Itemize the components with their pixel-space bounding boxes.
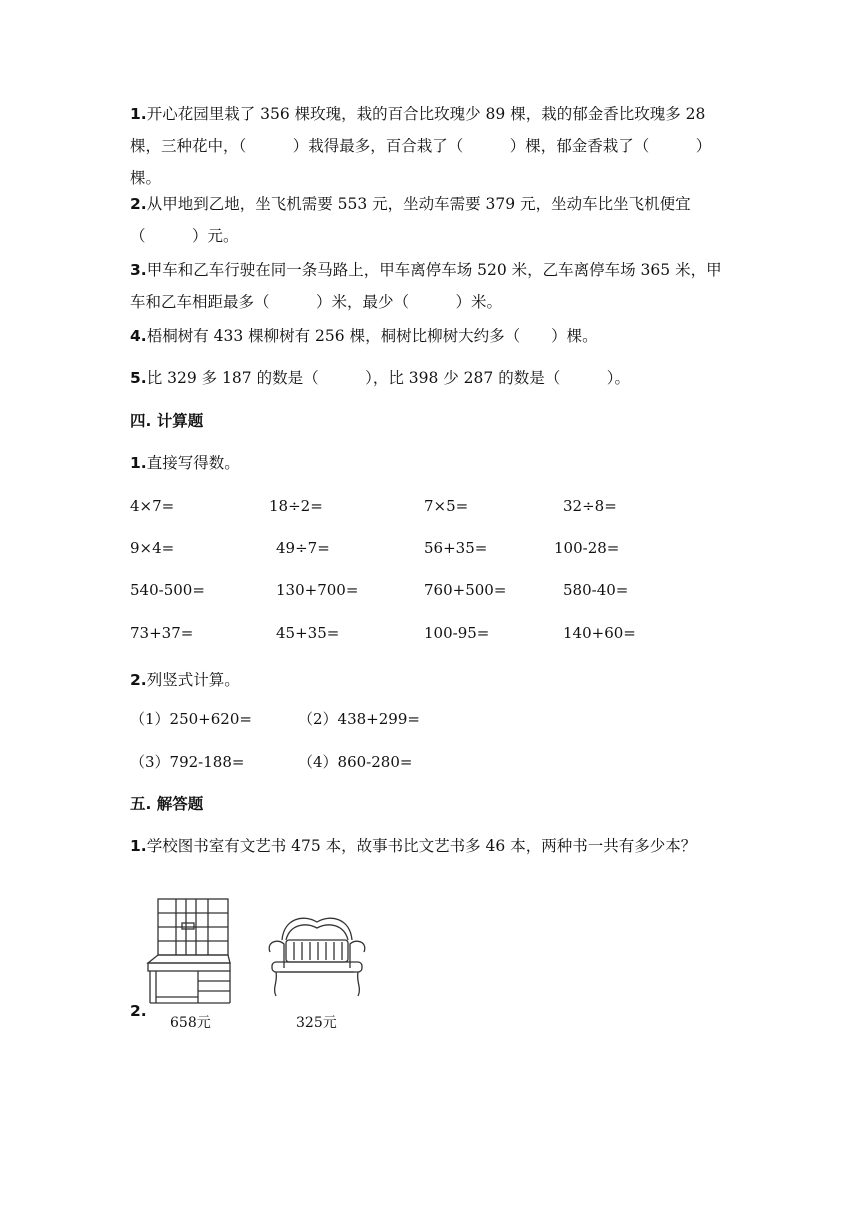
fill-question-2: 2.从甲地到乙地，坐飞机需要 553 元，坐动车需要 379 元，坐动车比坐飞机便宜（ ）元。 xyxy=(130,195,691,245)
oral-item: 73+37= xyxy=(130,624,194,642)
oral-item: 56+35= xyxy=(424,539,488,557)
bookcase-desk-icon xyxy=(146,897,232,1007)
vertical-item: （4）860-280= xyxy=(298,753,413,771)
oral-item: 760+500= xyxy=(424,581,507,599)
section-4-title: 四. 计算题 xyxy=(130,412,204,430)
vertical-item: （2）438+299= xyxy=(298,710,420,728)
fill-question-5: 5.比 329 多 187 的数是（ ），比 398 少 287 的数是（ ）。 xyxy=(130,369,630,387)
word-problem-2-number: 2. xyxy=(130,1002,147,1020)
vertical-item: （1）250+620= xyxy=(130,710,252,728)
word-problem-1: 1.学校图书室有文艺书 475 本，故事书比文艺书多 46 本，两种书一共有多少本？ xyxy=(130,837,697,855)
oral-item: 540-500= xyxy=(130,581,205,599)
oral-item: 18÷2= xyxy=(269,497,323,515)
fill-question-1: 1.开心花园里栽了 356 棵玫瑰，栽的百合比玫瑰少 89 棵，栽的郁金香比玫瑰多 28 棵，三种花中，（ ）栽得最多，百合栽了（ ）棵，郁金香栽了（ ）棵。 xyxy=(130,105,712,187)
oral-item: 7×5= xyxy=(424,497,469,515)
calc-question-1: 1.直接写得数。 xyxy=(130,454,240,472)
oral-item: 100-28= xyxy=(554,539,620,557)
price-label: 325元 xyxy=(296,1015,337,1031)
oral-item: 45+35= xyxy=(276,624,340,642)
oral-item: 32÷8= xyxy=(563,497,617,515)
oral-item: 9×4= xyxy=(130,539,175,557)
oral-item: 130+700= xyxy=(276,581,359,599)
section-5-title: 五. 解答题 xyxy=(130,795,204,813)
oral-item: 100-95= xyxy=(424,624,490,642)
oral-item: 140+60= xyxy=(563,624,636,642)
oral-item: 49÷7= xyxy=(276,539,330,557)
price-label: 658元 xyxy=(170,1015,211,1031)
sofa-icon xyxy=(264,910,370,1002)
calc-question-2: 2.列竖式计算。 xyxy=(130,671,240,689)
vertical-item: （3）792-188= xyxy=(130,753,245,771)
fill-question-4: 4.梧桐树有 433 棵柳树有 256 棵，桐树比柳树大约多（ ）棵。 xyxy=(130,327,598,345)
fill-question-3: 3.甲车和乙车行驶在同一条马路上，甲车离停车场 520 米，乙车离停车场 365 米，甲车和乙车相距最多（ ）米，最少（ ）米。 xyxy=(130,261,722,311)
oral-item: 580-40= xyxy=(563,581,629,599)
oral-item: 4×7= xyxy=(130,497,175,515)
